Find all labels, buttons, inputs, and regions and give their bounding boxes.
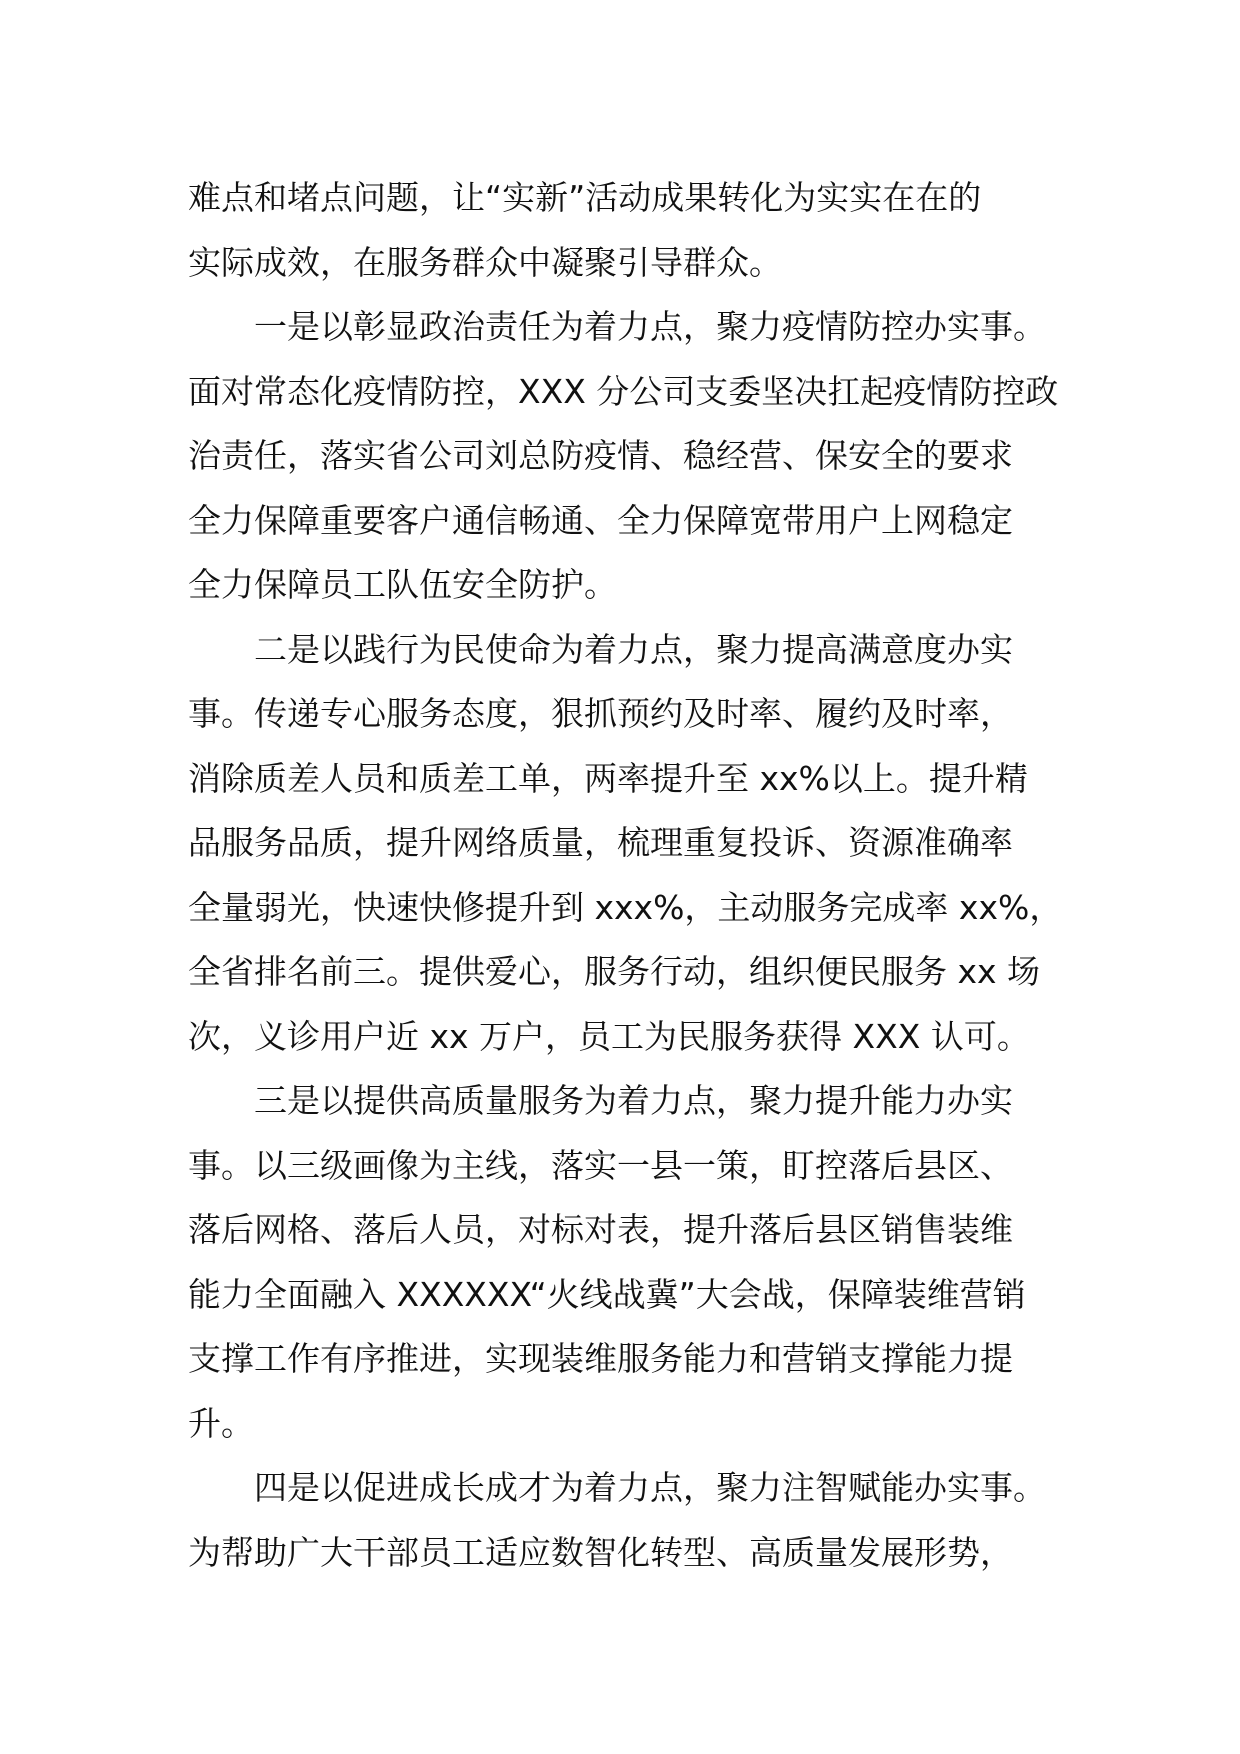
- text-line: 全量弱光，快速快修提升到 xxx%，主动服务完成率 xx%，: [188, 887, 1063, 927]
- text-line: 落后网格、落后人员，对标对表，提升落后县区销售装维: [188, 1210, 1013, 1249]
- text-line: 面对常态化疫情防控，XXX 分公司支委坚决扛起疫情防控政: [188, 371, 1059, 411]
- paragraph-heading-line: 一是以彰显政治责任为着力点，聚力疫情防控办实事。: [254, 307, 1046, 346]
- text-line: 支撑工作有序推进，实现装维服务能力和营销支撑能力提: [188, 1339, 1013, 1378]
- text-line: 为帮助广大干部员工适应数智化转型、高质量发展形势，: [188, 1532, 1013, 1572]
- paragraph-heading-line: 四是以促进成长成才为着力点，聚力注智赋能办实事。: [254, 1468, 1046, 1507]
- paragraph-heading-line: 三是以提供高质量服务为着力点，聚力提升能力办实: [254, 1081, 1013, 1120]
- text-line: 治责任，落实省公司刘总防疫情、稳经营、保安全的要求: [188, 436, 1013, 475]
- text-line: 事。以三级画像为主线，落实一县一策，盯控落后县区、: [188, 1145, 1013, 1185]
- text-line: 难点和堵点问题，让“实新”活动成果转化为实实在在的: [188, 178, 982, 217]
- document-body: [188, 166, 1068, 1585]
- text-line: 品服务品质，提升网络质量，梳理重复投诉、资源准确率: [188, 823, 1013, 862]
- text-line: 全力保障员工队伍安全防护。: [188, 565, 617, 604]
- paragraph-heading-line: 二是以践行为民使命为着力点，聚力提高满意度办实: [254, 629, 1013, 669]
- text-line: 事。传递专心服务态度，狠抓预约及时率、履约及时率，: [188, 694, 1013, 733]
- text-line: 次，义诊用户近 xx 万户，员工为民服务获得 XXX 认可。: [188, 1016, 1030, 1056]
- text-line: 全省排名前三。提供爱心，服务行动，组织便民服务 xx 场: [188, 952, 1041, 991]
- text-line: 全力保障重要客户通信畅通、全力保障宽带用户上网稳定: [188, 500, 1013, 540]
- text-line: 实际成效，在服务群众中凝聚引导群众。: [188, 242, 782, 282]
- text-line: 升。: [188, 1403, 254, 1443]
- text-line: 能力全面融入 XXXXXX“火线战冀”大会战，保障装维营销: [188, 1274, 1026, 1314]
- text-line: 消除质差人员和质差工单，两率提升至 xx%以上。提升精: [188, 758, 1028, 798]
